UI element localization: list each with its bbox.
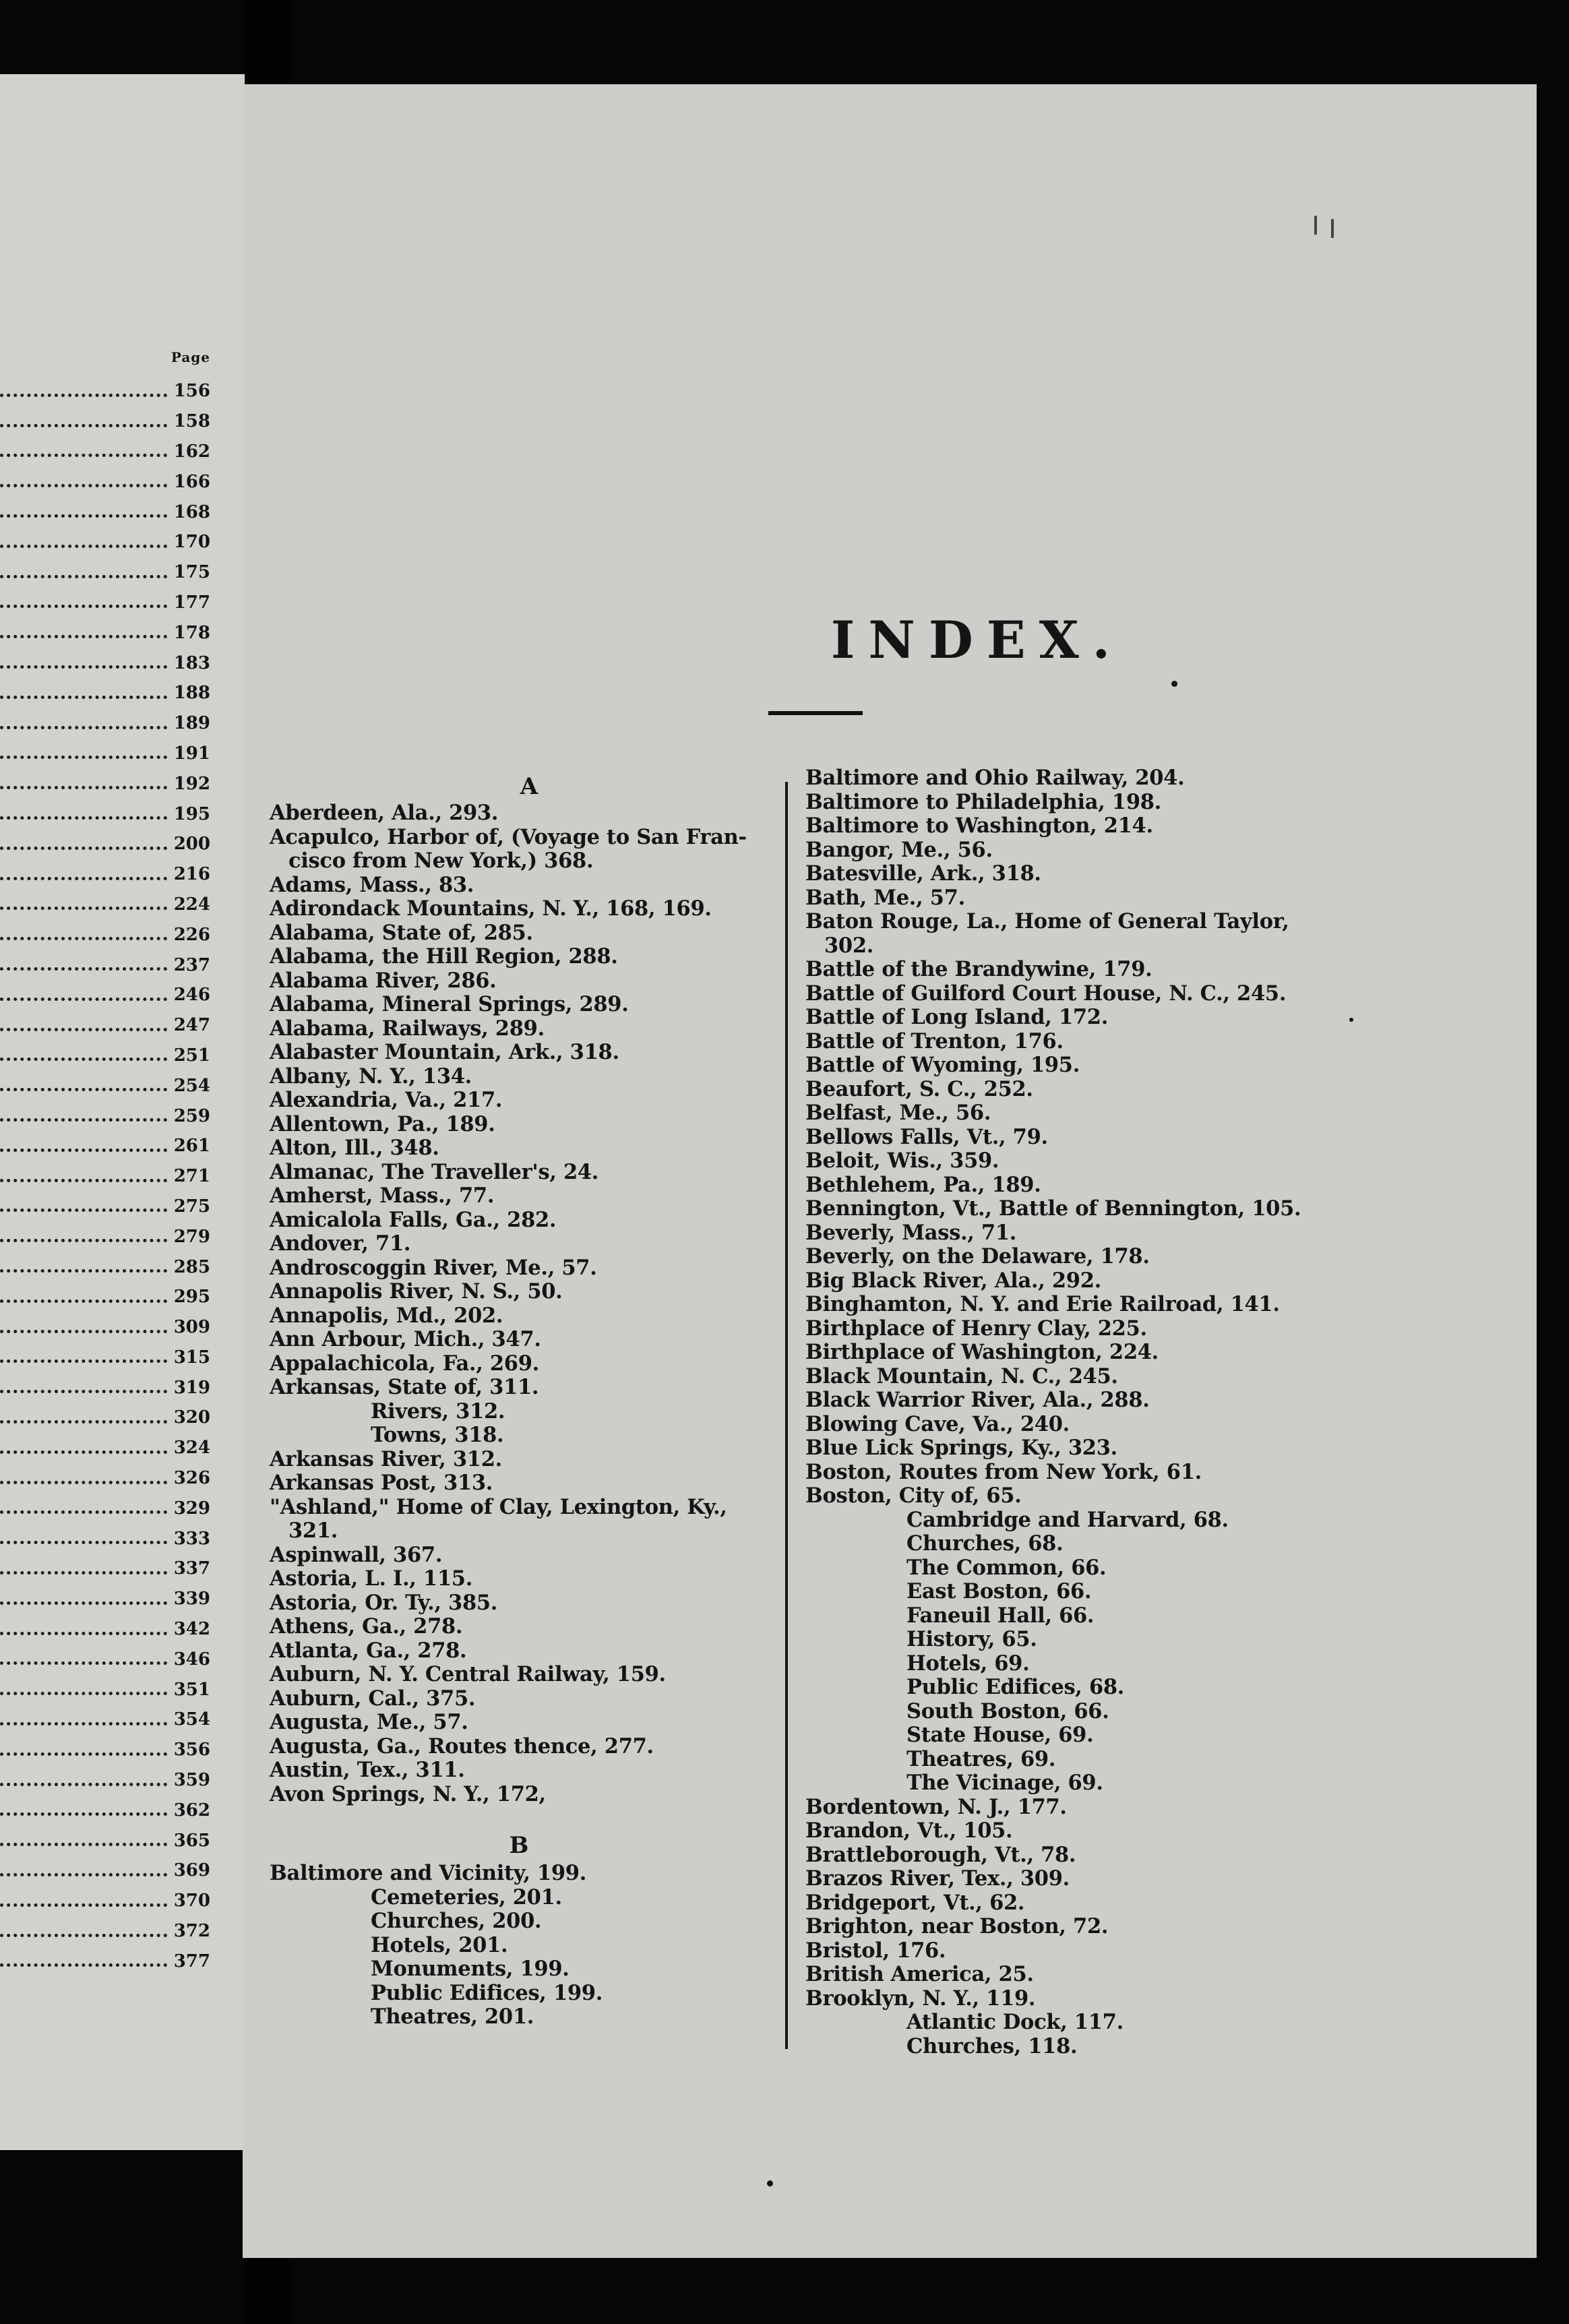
contents-row <box>0 1644 210 1674</box>
index-entry: Alexandria, Va., 217. <box>270 1088 503 1112</box>
contents-row <box>0 617 210 648</box>
index-subentry: State House, 69. <box>906 1723 1094 1747</box>
dot-leader <box>0 575 167 578</box>
page-number: 346 <box>173 1649 210 1670</box>
index-entry: Baltimore and Ohio Railway, 204. <box>805 766 1185 790</box>
dot-leader <box>0 907 167 910</box>
dot-leader <box>0 1903 167 1907</box>
contents-row <box>0 1010 210 1041</box>
contents-row <box>0 406 210 437</box>
dot-leader <box>0 1450 167 1454</box>
page-number: 369 <box>173 1860 210 1881</box>
page-number: 275 <box>173 1196 210 1217</box>
page-number: 189 <box>173 713 210 734</box>
index-entry: Athens, Ga., 278. <box>270 1614 463 1639</box>
index-entry: Boston, Routes from New York, 61. <box>805 1459 1202 1484</box>
index-subentry: South Boston, 66. <box>906 1699 1109 1723</box>
index-entry: Beverly, on the Delaware, 178. <box>805 1244 1150 1268</box>
contents-row <box>0 1161 210 1192</box>
dot-leader <box>0 1058 167 1061</box>
index-entry: Bordentown, N. J., 177. <box>805 1794 1067 1819</box>
index-entry: Ann Arbour, Mich., 347. <box>270 1327 541 1351</box>
page-number: 168 <box>173 501 210 522</box>
page-number: 166 <box>173 471 210 492</box>
index-entry: Brattleborough, Vt., 78. <box>805 1842 1076 1867</box>
page-number: 177 <box>173 592 210 613</box>
index-entry: "Ashland," Home of Clay, Lexington, Ky., <box>270 1494 727 1519</box>
index-subentry: Theatres, 69. <box>906 1746 1056 1771</box>
dot-leader <box>0 1661 167 1665</box>
index-entry: Augusta, Ga., Routes thence, 277. <box>270 1734 654 1759</box>
dot-leader <box>0 1571 167 1574</box>
index-subentry: 321. <box>288 1519 338 1543</box>
index-subentry: Atlantic Dock, 117. <box>906 2010 1124 2034</box>
index-subentry: Towns, 318. <box>371 1423 504 1447</box>
index-entry: Battle of Guilford Court House, N. C., 245. <box>805 981 1287 1006</box>
index-entry: Brazos River, Tex., 309. <box>805 1866 1070 1891</box>
contents-row <box>0 1946 210 1976</box>
index-entry: Beloit, Wis., 359. <box>805 1149 999 1173</box>
dot-leader <box>0 665 167 669</box>
index-entry: Aspinwall, 367. <box>270 1542 443 1567</box>
index-entry: Albany, N. Y., 134. <box>270 1064 472 1089</box>
index-subentry: Cambridge and Harvard, 68. <box>906 1507 1229 1532</box>
contents-row <box>0 950 210 980</box>
contents-row <box>0 890 210 920</box>
dot-leader <box>0 756 167 759</box>
dot-leader <box>0 394 167 397</box>
index-entry: Alabama River, 286. <box>270 968 497 993</box>
dot-leader <box>0 1510 167 1514</box>
page-number: 226 <box>173 924 210 945</box>
index-entry: Augusta, Me., 57. <box>270 1710 468 1734</box>
contents-row <box>0 1101 210 1131</box>
page-number: 216 <box>173 864 210 885</box>
index-entry: Beaufort, S. C., 252. <box>805 1076 1033 1101</box>
index-entry: Battle of Trenton, 176. <box>805 1029 1064 1053</box>
page-number: 372 <box>173 1921 210 1942</box>
index-subentry: Hotels, 69. <box>906 1651 1030 1676</box>
dot-leader <box>0 1843 167 1846</box>
page-number: 370 <box>173 1891 210 1912</box>
dot-leader <box>0 1692 167 1695</box>
dot-leader <box>0 1873 167 1876</box>
dot-leader <box>0 1632 167 1635</box>
index-subentry: Hotels, 201. <box>371 1932 508 1957</box>
page-number: 261 <box>173 1136 210 1157</box>
index-entry: Batesville, Ark., 318. <box>805 861 1041 886</box>
page-number: 359 <box>173 1770 210 1791</box>
page-number: 158 <box>173 411 210 432</box>
dot-leader <box>0 424 167 427</box>
contents-row <box>0 1493 210 1523</box>
index-entry: Alabama, Railways, 289. <box>270 1016 545 1041</box>
index-entry: Appalachicola, Fa., 269. <box>270 1351 539 1376</box>
page-number: 254 <box>173 1075 210 1096</box>
contents-row <box>0 1825 210 1856</box>
index-entry: Annapolis River, N. S., 50. <box>270 1279 563 1304</box>
dot-leader <box>0 967 167 971</box>
index-entry: Austin, Tex., 311. <box>270 1758 465 1782</box>
dot-leader <box>0 1299 167 1303</box>
contents-row <box>0 588 210 618</box>
index-entry: Adirondack Mountains, N. Y., 168, 169. <box>270 896 712 921</box>
contents-row <box>0 1041 210 1071</box>
dot-leader <box>0 1601 167 1605</box>
contents-row <box>0 1252 210 1282</box>
index-subentry: Public Edifices, 68. <box>906 1675 1125 1699</box>
dot-leader <box>0 1028 167 1031</box>
index-entry: Battle of Long Island, 172. <box>805 1005 1109 1029</box>
contents-row <box>0 1554 210 1584</box>
page-number: 356 <box>173 1740 210 1761</box>
index-subentry: 302. <box>824 933 874 958</box>
index-subentry: Theatres, 201. <box>371 2005 534 2029</box>
index-subentry: cisco from New York,) 368. <box>288 849 594 873</box>
contents-row <box>0 1372 210 1403</box>
dot-leader <box>0 1179 167 1182</box>
contents-row <box>0 919 210 950</box>
index-entry: Blowing Cave, Va., 240. <box>805 1411 1070 1436</box>
index-subentry: Faneuil Hall, 66. <box>906 1603 1095 1628</box>
contents-row <box>0 557 210 588</box>
page-number: 183 <box>173 652 210 673</box>
contents-row <box>0 1070 210 1101</box>
dot-leader <box>0 605 167 608</box>
index-entry: Allentown, Pa., 189. <box>270 1111 495 1136</box>
page-number: 191 <box>173 743 210 764</box>
contents-row <box>0 648 210 678</box>
dot-leader <box>0 1088 167 1091</box>
index-subentry: Churches, 68. <box>906 1531 1064 1556</box>
index-entry: Brighton, near Boston, 72. <box>805 1914 1109 1938</box>
page-number: 178 <box>173 622 210 643</box>
dot-leader <box>0 1541 167 1544</box>
page-number: 188 <box>173 683 210 704</box>
index-entry: Binghamton, N. Y. and Erie Railroad, 141. <box>805 1292 1280 1316</box>
index-entry: Alabama, the Hill Region, 288. <box>270 944 618 969</box>
dot-leader <box>0 1812 167 1816</box>
print-mark <box>1331 219 1334 238</box>
contents-row <box>0 1312 210 1343</box>
index-entry: Amicalola Falls, Ga., 282. <box>270 1207 557 1232</box>
page-number: 365 <box>173 1830 210 1851</box>
index-subentry: Rivers, 312. <box>371 1399 505 1424</box>
dot-leader <box>0 1359 167 1363</box>
page-number: 279 <box>173 1226 210 1247</box>
index-entry: Avon Springs, N. Y., 172, <box>270 1781 546 1806</box>
index-entry: Arkansas Post, 313. <box>270 1471 493 1495</box>
index-subentry: Churches, 200. <box>371 1909 542 1933</box>
contents-row <box>0 1523 210 1554</box>
index-entry: Androscoggin River, Me., 57. <box>270 1255 597 1280</box>
contents-row <box>0 376 210 406</box>
index-entry: Bridgeport, Vt., 62. <box>805 1890 1025 1915</box>
index-entry: Beverly, Mass., 71. <box>805 1220 1017 1245</box>
dot-leader <box>0 1118 167 1122</box>
ink-speck <box>767 2180 773 2187</box>
index-entry: Black Mountain, N. C., 245. <box>805 1364 1118 1388</box>
dot-leader <box>0 998 167 1001</box>
dot-leader <box>0 1934 167 1937</box>
page-number: 329 <box>173 1498 210 1519</box>
page-number: 377 <box>173 1951 210 1971</box>
contents-row <box>0 799 210 829</box>
page-number: 309 <box>173 1317 210 1338</box>
contents-row <box>0 1433 210 1463</box>
page-number: 162 <box>173 441 210 462</box>
index-column-right <box>805 766 1513 2058</box>
index-entry: Baltimore to Washington, 214. <box>805 814 1153 838</box>
dot-leader <box>0 1783 167 1786</box>
contents-row <box>0 829 210 859</box>
dot-leader <box>0 1481 167 1484</box>
dot-leader <box>0 545 167 548</box>
page-number: 319 <box>173 1377 210 1398</box>
index-page <box>243 84 1537 2258</box>
index-entry: Blue Lick Springs, Ky., 323. <box>805 1436 1117 1460</box>
page-number: 195 <box>173 803 210 824</box>
index-entry: Alton, Ill., 348. <box>270 1136 439 1160</box>
index-entry: Almanac, The Traveller's, 24. <box>270 1159 599 1184</box>
contents-row <box>0 1735 210 1765</box>
index-entry: Amherst, Mass., 77. <box>270 1184 495 1208</box>
contents-row <box>0 1795 210 1825</box>
contents-row <box>0 497 210 527</box>
contents-row <box>0 1221 210 1252</box>
contents-row <box>0 980 210 1010</box>
dot-leader <box>0 1752 167 1756</box>
index-entry: Astoria, Or. Ty., 385. <box>270 1590 498 1615</box>
contents-row <box>0 1886 210 1916</box>
page-column-header: Page <box>171 349 210 365</box>
index-entry: Bangor, Me., 56. <box>805 837 993 862</box>
page-number: 342 <box>173 1619 210 1640</box>
index-subentry: The Common, 66. <box>906 1555 1107 1580</box>
page-number: 326 <box>173 1468 210 1489</box>
dot-leader <box>0 1330 167 1333</box>
dot-leader <box>0 1963 167 1967</box>
index-entry: British America, 25. <box>805 1962 1034 1986</box>
page-number: 271 <box>173 1166 210 1187</box>
contents-row <box>0 1192 210 1222</box>
index-entry: Arkansas River, 312. <box>270 1446 502 1471</box>
index-entry: Annapolis, Md., 202. <box>270 1303 503 1328</box>
index-subentry: East Boston, 66. <box>906 1579 1092 1603</box>
page-number: 320 <box>173 1407 210 1428</box>
contents-row <box>0 1403 210 1433</box>
page-number: 246 <box>173 985 210 1006</box>
dot-leader <box>0 726 167 729</box>
contents-list <box>0 376 210 1976</box>
contents-row <box>0 1614 210 1645</box>
page-number: 192 <box>173 773 210 794</box>
page-number: 295 <box>173 1287 210 1308</box>
page-number: 200 <box>173 834 210 855</box>
index-subentry: Churches, 118. <box>906 2034 1078 2058</box>
page-number: 224 <box>173 894 210 915</box>
section-letter: A <box>520 773 539 800</box>
index-entry: Brooklyn, N. Y., 119. <box>805 1986 1036 2011</box>
index-entry: Bristol, 176. <box>805 1938 946 1963</box>
page-number: 337 <box>173 1558 210 1579</box>
index-entry: Adams, Mass., 83. <box>270 872 474 897</box>
dot-leader <box>0 847 167 850</box>
index-entry: Battle of Wyoming, 195. <box>805 1053 1080 1077</box>
contents-row <box>0 1674 210 1705</box>
index-entry: Acapulco, Harbor of, (Voyage to San Fran- <box>270 824 747 849</box>
index-subentry: Cemeteries, 201. <box>371 1885 562 1909</box>
index-entry: Bennington, Vt., Battle of Bennington, 105. <box>805 1196 1301 1221</box>
page-number: 324 <box>173 1438 210 1459</box>
index-entry: Arkansas, State of, 311. <box>270 1375 539 1399</box>
index-subentry: Public Edifices, 199. <box>371 1980 603 2005</box>
contents-row <box>0 859 210 890</box>
dot-leader <box>0 937 167 940</box>
page-number: 156 <box>173 381 210 402</box>
page-number: 351 <box>173 1679 210 1700</box>
index-entry: Black Warrior River, Ala., 288. <box>805 1388 1150 1412</box>
page-number: 315 <box>173 1347 210 1368</box>
dot-leader <box>0 786 167 789</box>
index-entry: Brandon, Vt., 105. <box>805 1818 1013 1843</box>
dot-leader <box>0 1269 167 1273</box>
index-entry: Birthplace of Henry Clay, 225. <box>805 1316 1147 1341</box>
index-entry: Belfast, Me., 56. <box>805 1101 991 1125</box>
dot-leader <box>0 1209 167 1212</box>
index-entry: Baton Rouge, La., Home of General Taylor, <box>805 909 1289 934</box>
page-number: 339 <box>173 1589 210 1610</box>
index-entry: Bellows Falls, Vt., 79. <box>805 1124 1048 1149</box>
dot-leader <box>0 635 167 638</box>
contents-row <box>0 1282 210 1312</box>
dot-leader <box>0 454 167 457</box>
contents-row <box>0 1131 210 1161</box>
page-number: 333 <box>173 1528 210 1549</box>
index-entry: Baltimore to Philadelphia, 198. <box>805 789 1161 814</box>
index-title: INDEX. <box>830 610 1124 670</box>
dot-leader <box>0 696 167 699</box>
index-entry: Bath, Me., 57. <box>805 885 965 910</box>
ink-speck <box>1171 681 1177 687</box>
page-number: 175 <box>173 562 210 583</box>
contents-row <box>0 1916 210 1947</box>
index-entry: Auburn, N. Y. Central Railway, 159. <box>270 1662 666 1686</box>
index-entry: Astoria, L. I., 115. <box>270 1566 473 1591</box>
dot-leader <box>0 1149 167 1152</box>
facing-page-contents <box>0 74 245 2150</box>
contents-row <box>0 437 210 467</box>
page-number: 170 <box>173 532 210 553</box>
contents-row <box>0 1463 210 1494</box>
page-number: 259 <box>173 1105 210 1126</box>
contents-row <box>0 708 210 739</box>
index-entry: Bethlehem, Pa., 189. <box>805 1172 1041 1197</box>
contents-row <box>0 527 210 557</box>
dot-leader <box>0 484 167 487</box>
page-number: 251 <box>173 1045 210 1066</box>
contents-row <box>0 678 210 708</box>
index-entry: Andover, 71. <box>270 1231 411 1256</box>
index-entry: Alabama, Mineral Springs, 289. <box>270 992 629 1016</box>
index-entry: Battle of the Brandywine, 179. <box>805 957 1152 981</box>
dot-leader <box>0 1390 167 1393</box>
dot-leader <box>0 1722 167 1725</box>
index-entry: Big Black River, Ala., 292. <box>805 1268 1101 1293</box>
title-rule <box>768 711 863 715</box>
index-entry: Atlanta, Ga., 278. <box>270 1638 467 1663</box>
index-entry: Auburn, Cal., 375. <box>270 1686 476 1711</box>
contents-row <box>0 739 210 769</box>
dot-leader <box>0 1239 167 1242</box>
page-number: 362 <box>173 1800 210 1821</box>
contents-row <box>0 768 210 799</box>
contents-row <box>0 1584 210 1614</box>
index-entry: Boston, City of, 65. <box>805 1484 1022 1508</box>
section-letter: B <box>509 1832 529 1859</box>
index-entry: Alabama, State of, 285. <box>270 920 533 945</box>
page-number: 247 <box>173 1015 210 1036</box>
contents-row <box>0 1765 210 1796</box>
dot-leader <box>0 877 167 880</box>
page-number: 285 <box>173 1256 210 1277</box>
index-entry: Aberdeen, Ala., 293. <box>270 801 499 825</box>
dot-leader <box>0 816 167 820</box>
contents-row <box>0 466 210 497</box>
page-number: 354 <box>173 1709 210 1730</box>
contents-row <box>0 1343 210 1373</box>
page-number: 237 <box>173 954 210 975</box>
print-mark <box>1314 216 1317 235</box>
contents-row <box>0 1856 210 1886</box>
contents-row <box>0 1705 210 1735</box>
index-entry: Alabaster Mountain, Ark., 318. <box>270 1040 619 1064</box>
index-entry: Baltimore and Vicinity, 199. <box>270 1861 587 1885</box>
dot-leader <box>0 514 167 518</box>
index-entry: Birthplace of Washington, 224. <box>805 1340 1159 1364</box>
index-subentry: The Vicinage, 69. <box>906 1771 1103 1795</box>
index-subentry: History, 65. <box>906 1627 1037 1651</box>
index-subentry: Monuments, 199. <box>371 1957 570 1981</box>
dot-leader <box>0 1420 167 1424</box>
